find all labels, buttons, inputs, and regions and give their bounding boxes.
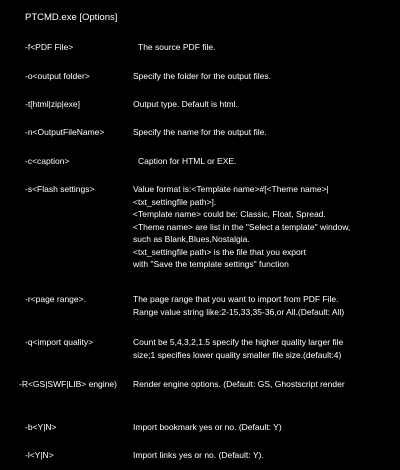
option-description	[138, 155, 236, 168]
page-title: PTCMD.exe [Options]	[25, 12, 118, 23]
description-line: Specify the name for the output file.	[133, 127, 267, 137]
description-line: Render engine options. (Default: GS, Ghostscript render	[133, 379, 345, 389]
description-line: <Theme name> are list in the "Select a template" window,	[133, 221, 351, 232]
description-line: Import links yes or no. (Default: Y).	[133, 450, 264, 460]
option-flag: -s<Flash settings>	[25, 184, 95, 194]
description-line: Range value string like:2-15,33,35-36,or All.(Default: All)	[133, 306, 345, 317]
description-line: <txt_settingfile path> is the file that you export	[133, 246, 306, 257]
description-line: Import bookmark yes or no. (Default: Y)	[133, 422, 282, 432]
option-description	[133, 293, 344, 318]
description-line: The page range that you want to import from PDF File.	[133, 294, 339, 304]
description-line: size;1 specifies lower quality smaller file size.(default:4)	[133, 349, 342, 360]
option-description	[133, 183, 350, 271]
option-description	[138, 41, 215, 54]
description-line: Output type. Default is html.	[133, 99, 238, 109]
option-flag: -R<GS|SWF|LIB> engine)	[19, 379, 117, 389]
option-description	[133, 421, 282, 434]
option-flag: -l<Y|N>	[25, 450, 54, 460]
description-line: <txt_settingfile path>].	[133, 196, 217, 207]
description-line: <Template name> could be: Classic, Float, Spread.	[133, 209, 326, 219]
option-flag: -q<import quality>	[25, 337, 94, 347]
option-flag: -o<output folder>	[25, 71, 90, 81]
option-flag: -c<caption>	[25, 156, 70, 166]
description-line: Specify the folder for the output files.	[133, 71, 271, 81]
option-description	[133, 70, 271, 83]
description-line: Value format is:<Template name>#[<Theme name>|	[133, 184, 329, 194]
option-flag: -b<Y|N>	[25, 422, 57, 432]
description-line: such as Blank,Blues,Nostalgia.	[133, 234, 250, 244]
option-description	[133, 98, 238, 111]
description-line: with "Save the template settings" function	[133, 259, 289, 269]
option-description	[133, 336, 343, 361]
description-line: Caption for HTML or EXE.	[138, 156, 237, 166]
option-description	[133, 126, 267, 139]
option-flag: -f<PDF File>	[25, 42, 74, 52]
option-description	[133, 449, 264, 462]
description-line: Count be 5,4,3,2,1.5 specify the higher quality larger file	[133, 337, 344, 347]
option-flag: -r<page range>.	[25, 294, 86, 304]
option-flag: -t[html|zip|exe]	[25, 99, 80, 109]
option-description	[133, 378, 345, 391]
description-line: The source PDF file.	[138, 42, 216, 52]
option-flag: -n<OutputFileName>	[25, 127, 105, 137]
